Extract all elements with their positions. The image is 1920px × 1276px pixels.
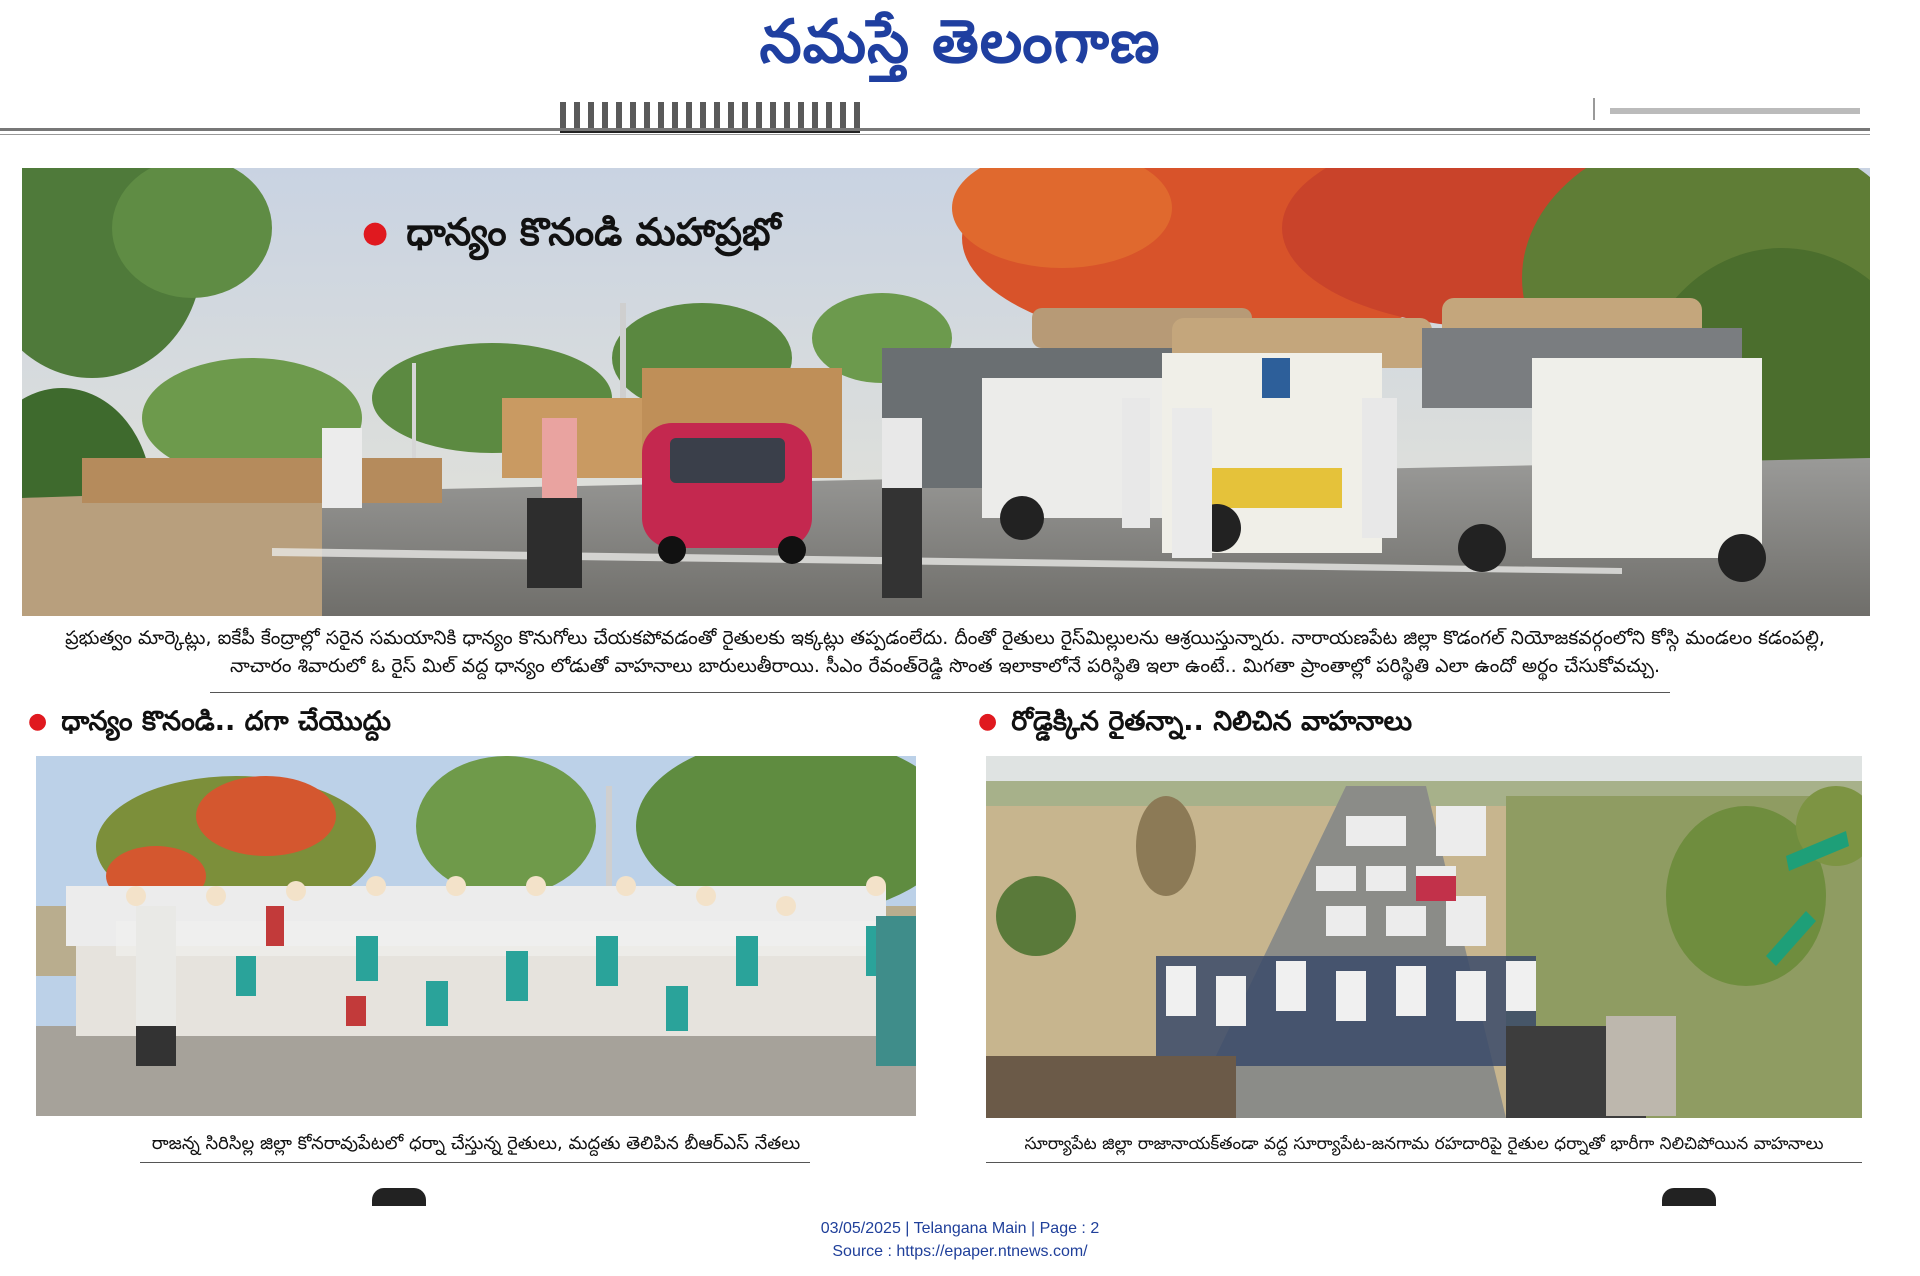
lead-photo: [22, 168, 1870, 616]
left-caption-rule: [140, 1162, 810, 1163]
page-rule: [0, 128, 1870, 131]
lead-heading: [362, 210, 781, 264]
caption-rule: [210, 692, 1670, 693]
page-rule-thin: [0, 134, 1870, 135]
left-story-heading: [28, 706, 391, 744]
page-tab-right: [1662, 1188, 1716, 1206]
masthead: [0, 0, 1920, 80]
column-divider: [1593, 98, 1595, 120]
right-story-heading-text: రోడ్డెక్కిన రైతన్నా.. నిలిచిన వాహనాలు: [1011, 706, 1413, 737]
right-story-heading: [978, 706, 1412, 744]
cut-off-text: [1610, 108, 1860, 114]
left-caption: రాజన్న సిరిసిల్ల జిల్లా కోనరావుపేటలో ధర్నా చేస్తున్న రైతులు, మద్దతు తెలిపిన బీఆర్‌ఎస్ నేతలు: [151, 1133, 801, 1154]
bullet-icon: ●: [978, 709, 998, 734]
footer-date-line: 03/05/2025 | Telangana Main | Page : 2: [820, 1220, 1100, 1237]
right-photo: [986, 756, 1862, 1118]
page-tab-left: [372, 1188, 426, 1206]
newspaper-title: నమస్తే తెలంగాణ: [759, 7, 1161, 77]
lead-caption-line-1: ప్రభుత్వం మార్కెట్లు, ఐకేపీ కేంద్రాల్లో సరైన సమయానికి ధాన్యం కొనుగోలు చేయకపోవడంతో రైతులకు ఇక్కట్లు తప్పడంలేదు. దీంతో రైతులు రైస్‌మిల్లులను ఆశ్రయిస్తున్నారు. నారాయణపేట జిల్లా కొడంగల్ నియోజకవర్గంలోని కోస్గి మండలం కడంపల్లి,: [65, 627, 1825, 649]
right-caption-rule: [986, 1162, 1862, 1163]
lead-caption: [50, 624, 1840, 680]
cut-off-strip: [0, 86, 1870, 134]
lead-heading-text: ధాన్యం కొనండి మహాప్రభో: [406, 210, 781, 254]
lead-caption-line-2: నాచారం శివారులో ఓ రైస్ మిల్ వద్ద ధాన్యం లోడుతో వాహనాలు బారులుతీరాయి. సీఎం రేవంత్‌రెడ్డి సొంత ఇలాకాలోనే పరిస్థితి ఇలా ఉంటే.. మిగతా ప్రాంతాల్లో పరిస్థితి ఎలా ఉందో అర్థం చేసుకోవచ్చు.: [229, 655, 1661, 677]
left-story-heading-text: ధాన్యం కొనండి.. దగా చేయొద్దు: [61, 706, 391, 737]
left-photo: [36, 756, 916, 1116]
footer-source-line[interactable]: Source : https://epaper.ntnews.com/: [832, 1243, 1088, 1260]
right-caption: సూర్యాపేట జిల్లా రాజానాయక్‌తండా వద్ద సూర్యాపేట-జనగామ రహదారిపై రైతుల ధర్నాతో భారీగా నిలిచిపోయిన వాహనాలు: [1024, 1134, 1824, 1154]
bullet-icon: ●: [28, 709, 48, 734]
bullet-icon: ●: [362, 215, 389, 250]
